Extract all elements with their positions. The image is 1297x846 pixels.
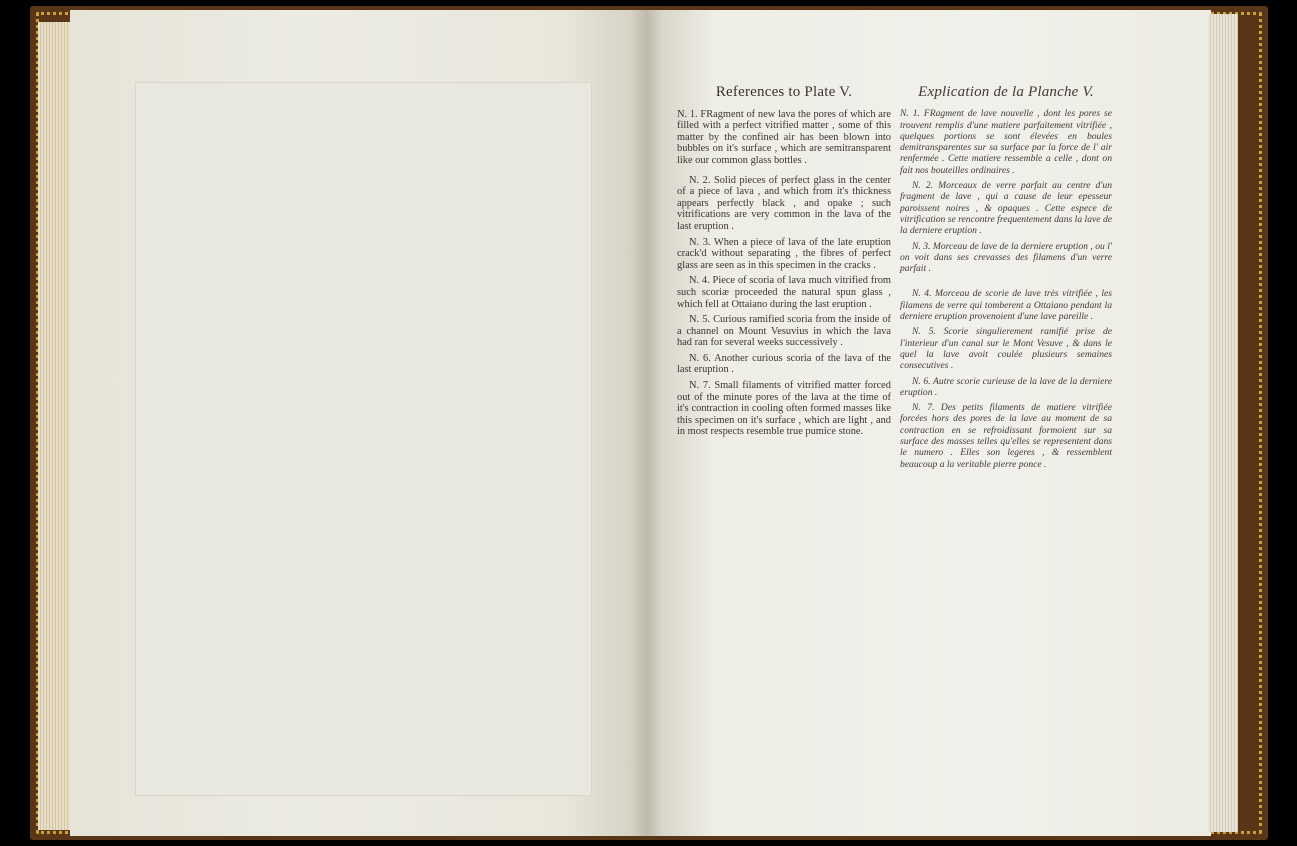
english-entry-7: N. 7. Small filaments of vitrified matter forced out of the minute pores of the lava at the time of it's contraction in cooling often formed masses like this specimen on it's surface , which are light , and in most respects resemble true pumice stone.	[677, 380, 891, 438]
english-entry-1: N. 1. FRagment of new lava the pores of which are filled with a perfect vitrified matter , some of this matter by the confined air has been blown into bubbles on it's surface , which are semitransparent like our common glass bottles .	[677, 108, 891, 166]
french-entry-6: N. 6. Autre scorie curieuse de la lave de la derniere eruption .	[900, 375, 1112, 398]
plate-impression	[135, 82, 592, 796]
french-entry-1: N. 1. FRagment de lave nouvelle , dont les pores se trouvent remplis d'une matiere parfaitement vitrifiée , quelques portions se sont élevées en boules demitransparentes sur sa surface par la force de l' air renfermée . Cette matiere ressemble a celle , dont on fait nos bouteilles ordinaires .	[900, 108, 1112, 176]
page-edges-right	[1208, 14, 1238, 832]
english-entry-4: N. 4. Piece of scoria of lava much vitrified from such scoriæ proceeded the natural spun glass , which fell at Ottaiano during the last eruption .	[677, 275, 891, 310]
english-entry-5: N. 5. Curious ramified scoria from the inside of a channel on Mount Vesuvius in which the lava had ran for several weeks successively .	[677, 314, 891, 349]
page-edges-left	[38, 22, 74, 830]
french-entry-5: N. 5. Scorie singulierement ramifié prise de l'interieur d'un canal sur le Mont Vesuve , & dans le quel la lave avoit coulée plusieurs semaines consecutives .	[900, 326, 1112, 372]
french-entry-7: N. 7. Des petits filaments de matiere vitrifiée forcées hors des pores de la lave au moment de sa contraction en se refroidissant formoient sur sa surface des masses telles qu'elles se representent dans le numero . Elles son legeres , & ressemblent beaucoup a la veritable pierre ponce .	[900, 402, 1112, 470]
english-entry-6: N. 6. Another curious scoria of the lava of the last eruption .	[677, 352, 891, 376]
french-entry-3: N. 3. Morceau de lave de la derniere eruption , ou l' on voit dans ses crevasses des filamens d'un verre parfait .	[900, 240, 1112, 275]
french-entry-2: N. 2. Morceaux de verre parfait au centre d'un fragment de lave , qui a cause de leur epesseur paroissent noires , & opaques . Cette espece de vitrification se rencontre frequentement dans la lave de la derniere eruption .	[900, 180, 1112, 237]
english-title: References to Plate V.	[715, 84, 853, 100]
english-entry-2: N. 2. Solid pieces of perfect glass in the center of a piece of lava , and which from it's thickness appears perfectly black , and opake ; such vitrifications are very common in the lava of the last eruption .	[677, 174, 891, 232]
french-entry-4: N. 4. Morceau de scorie de lave très vitrifiée , les filamens de verre qui tomberent a Ottaiano pendant la derniere eruption provenoient d'une lave pareille .	[900, 288, 1112, 323]
english-entry-3: N. 3. When a piece of lava of the late eruption crack'd without separating , the fibres of perfect glass are seen as in this specimen in the cracks .	[677, 236, 891, 271]
french-column	[900, 84, 1112, 474]
french-title: Explication de la Planche V.	[918, 84, 1094, 100]
english-column	[677, 84, 891, 442]
left-page	[70, 10, 648, 836]
